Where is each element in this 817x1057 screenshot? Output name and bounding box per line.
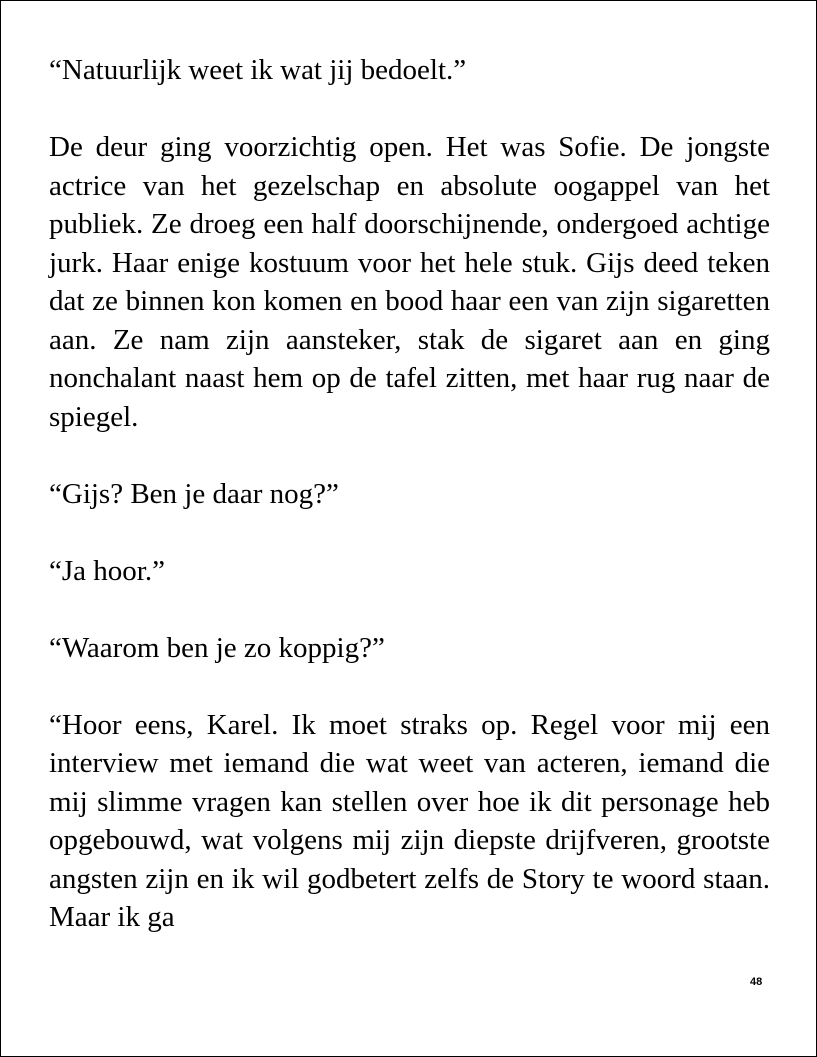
page-number: 48	[750, 976, 763, 988]
paragraph-3: “Gijs? Ben je daar nog?”	[49, 477, 339, 510]
paragraph-4: “Ja hoor.”	[49, 554, 165, 587]
paragraph-1: “Natuurlijk weet ik wat jij bedoelt.”	[49, 54, 467, 86]
body-text	[49, 51, 770, 975]
paragraph-6: “Hoor eens, Karel. Ik moet straks op. Regel voor mij een interview met iemand die wat weet van acteren, iemand die mij slimme vragen kan stellen over hoe ik dit personage heb opgebouwd, wat volgens mij zijn diepste drijfveren, grootste angsten zijn en ik wil godbetert zelfs de Story te woord staan. Maar ik ga	[49, 708, 770, 933]
paragraph-2: De deur ging voorzichtig open. Het was Sofie. De jongste actrice van het gezelschap en absolute oogappel van het publiek. Ze droeg een half doorschijnende, ondergoed achtige jurk. Haar enige kostuum voor het hele stuk. Gijs deed teken dat ze binnen kon komen en bood haar een van zijn sigaretten aan. Ze nam zijn aansteker, stak de sigaret aan en ging nonchalant naast hem op de tafel zitten, met haar rug naar de spiegel.	[49, 131, 770, 433]
paragraph-5: “Waarom ben je zo koppig?”	[49, 631, 385, 664]
